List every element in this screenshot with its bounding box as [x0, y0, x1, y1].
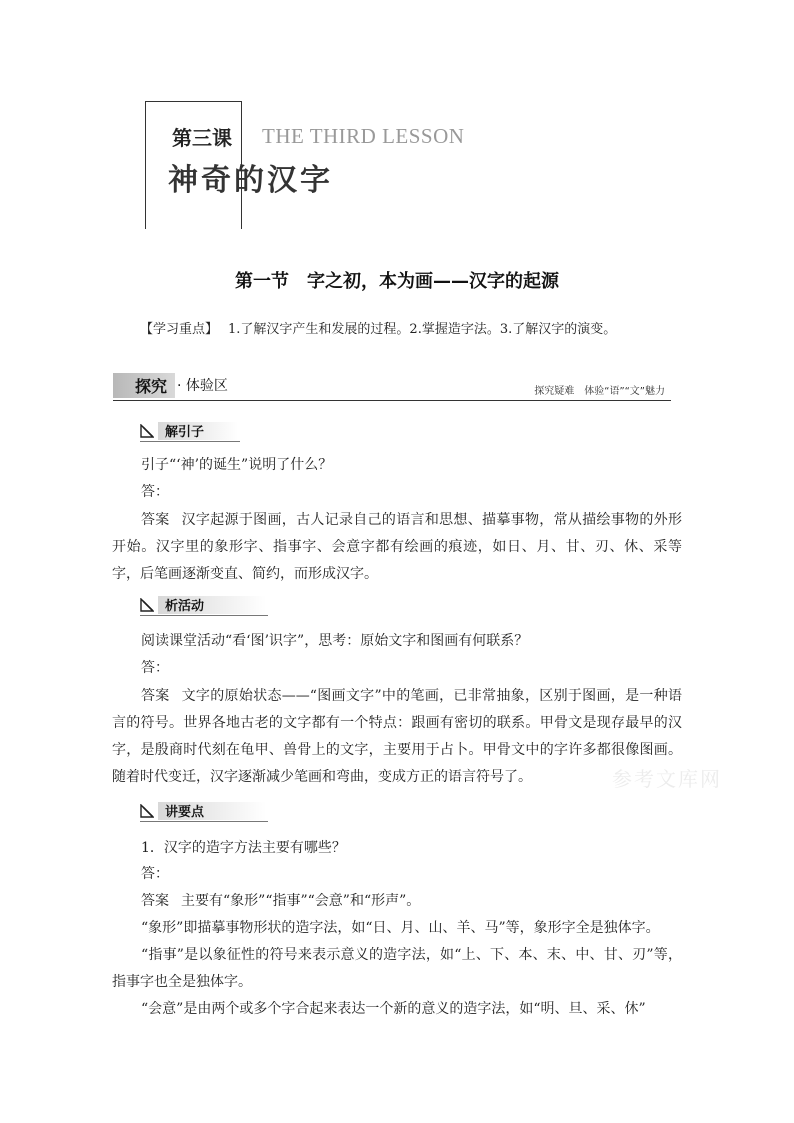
intro-question: 引子“‘神’的诞生”说明了什么？: [141, 457, 333, 473]
subhead-activity: [140, 595, 268, 616]
activity-answer-text: 文字的原始状态——“图画文字”中的笔画，已非常抽象，区别于图画，是一种语言的符号。世界各地古老的文字都有一个特点：跟画有密切的联系。甲骨文是现存最早的汉字，是殷商时代刻在龟甲、兽骨上的文字，主要用于占卜。甲骨文中的字许多都很像图画。随着时代变迁，汉字逐渐减少笔画和弯曲，变成方正的语言符号了。: [112, 688, 683, 785]
subhead-intro-label: 解引子: [165, 425, 205, 440]
points-xiangxing: “象形”即描摹事物形状的造字法，如“日、月、山、羊、马”等，象形字全是独体字。: [141, 920, 660, 936]
subhead-points-label: 讲要点: [165, 805, 205, 820]
banner-subtitle: 探究疑难 体验“语”“文”魅力: [534, 386, 665, 397]
subhead-points: [140, 801, 268, 822]
corner-arrow-icon: [140, 424, 154, 438]
activity-answer: [112, 683, 682, 791]
points-zhishi: “指事”是以象征性的符号来表示意义的造字法，如“上、下、本、末、中、甘、刃”等，指事字也全是独体字。: [112, 947, 682, 990]
points-answer-text: 主要有“象形”“指事”“会意”和“形声”。: [181, 893, 421, 909]
section-title: [0, 267, 794, 293]
intro-answer: [112, 507, 682, 588]
activity-answer-prompt: 答：: [141, 660, 169, 676]
banner-area: · 体验区: [177, 378, 228, 394]
points-huiyi: “会意”是由两个或多个字合起来表达一个新的意义的造字法，如“明、旦、采、休”: [141, 1001, 646, 1017]
answer-label: 答案: [141, 512, 170, 528]
points-question: 1．汉字的造字方法主要有哪些？: [141, 840, 346, 856]
intro-answer-text: 汉字起源于图画，古人记录自己的语言和思想、描摹事物，常从描绘事物的外形开始。汉字里的象形字、指事字、会意字都有绘画的痕迹，如日、月、甘、刃、休、采等字，后笔画逐渐变直、简约，而形成汉字。: [112, 512, 683, 582]
subhead-intro: [140, 421, 240, 442]
activity-question: 阅读课堂活动“看‘图’识字”，思考：原始文字和图画有何联系？: [141, 633, 529, 649]
subhead-activity-label: 析活动: [165, 599, 205, 614]
corner-arrow-icon: [140, 804, 154, 818]
answer-label: 答案: [141, 893, 169, 909]
corner-arrow-icon: [140, 598, 154, 612]
watermark: 参考文库网: [612, 767, 722, 791]
focus-text: 1.了解汉字产生和发展的过程。2.掌握造字法。3.了解汉字的演变。: [228, 322, 617, 337]
lesson-number: 第三课: [172, 126, 232, 150]
learning-focus: [140, 318, 616, 337]
banner-tag: 探究: [135, 377, 168, 396]
section-name: 字之初，本为画——汉字的起源: [307, 271, 559, 292]
points-answer-prompt: 答：: [141, 866, 169, 882]
answer-label: 答案: [141, 688, 170, 704]
points-answer: [112, 888, 682, 915]
focus-label: 【学习重点】: [140, 322, 219, 337]
intro-answer-prompt: 答：: [141, 484, 169, 500]
lesson-english-title: THE THIRD LESSON: [262, 124, 465, 148]
section-number: 第一节: [235, 271, 289, 292]
lesson-title: 神奇的汉字: [168, 163, 333, 198]
explore-banner: [113, 370, 671, 401]
